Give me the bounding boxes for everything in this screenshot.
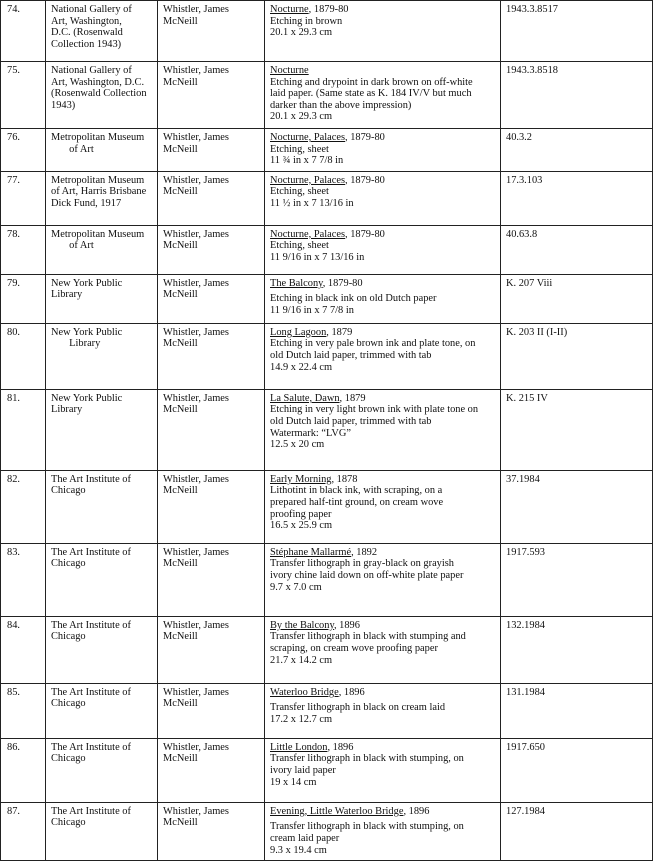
artist-line: Whistler, James [163,277,229,289]
artist-cell [158,616,265,683]
work-description-line: Etching and drypoint in dark brown on off-white [270,76,473,88]
institution-cell [46,802,158,860]
work-description-line: 12.5 x 20 cm [270,439,325,451]
institution-line: Dick Fund, 1917 [51,197,122,209]
institution-line: The Art Institute of [51,741,131,753]
artist-line: Whistler, James [163,741,229,753]
entry-number: 83. [1,543,46,616]
institution-line: Chicago [51,485,86,497]
work-title-line [270,687,495,699]
entry-number: 85. [1,683,46,738]
work-title-line [270,620,495,632]
accession-number: K. 203 II (I-II) [501,323,653,389]
work-title: Nocturne, Palaces [270,174,346,186]
work-title: Evening, Little Waterloo Bridge [270,805,404,817]
accession-number: 40.63.8 [501,225,653,274]
artist-cell [158,738,265,802]
artist-line: Whistler, James [163,686,229,698]
work-date: , 1879-80 [345,174,385,186]
work-description-line: 20.1 x 29.3 cm [270,111,333,123]
work-description-line: 11 ½ in x 7 13/16 in [270,197,354,209]
artist-line: Whistler, James [163,805,229,817]
accession-number: 1943.3.8517 [501,1,653,62]
work-description-line: laid paper. (Same state as K. 184 IV/V but much [270,88,472,100]
accession-number: 1917.593 [501,543,653,616]
work-title: The Balcony [270,277,323,289]
work-description-line: 20.1 x 29.3 cm [270,27,333,39]
entry-number: 82. [1,470,46,543]
work-description-line: Etching in very light brown ink with plate tone on [270,404,479,416]
accession-number: 132.1984 [501,616,653,683]
work-description-line: prepared half-tint ground, on cream wove [270,496,444,508]
work-date: , 1879-80 [322,277,363,289]
artist-cell [158,470,265,543]
table-row [1,470,653,543]
artist-cell [158,274,265,323]
artist-line: Whistler, James [163,473,229,485]
work-title-line [270,474,495,486]
artist-line: Whistler, James [163,326,229,338]
institution-line: New York Public [51,277,123,289]
work-cell [265,802,501,860]
work-description-line: proofing paper [270,508,332,520]
artist-line: Whistler, James [163,132,229,143]
work-title-line [270,278,495,290]
work-title-line [270,229,495,241]
work-description-line: 14.9 x 22.4 cm [270,361,333,373]
table-row [1,616,653,683]
work-cell [265,543,501,616]
table-row [1,171,653,225]
institution-line: Library [51,338,101,350]
artist-cell [158,62,265,129]
institution-line: Library [51,289,83,301]
work-description-line: 21.7 x 14.2 cm [270,654,333,666]
work-cell [265,389,501,470]
artist-line: Whistler, James [163,392,229,404]
institution-cell [46,470,158,543]
work-description-line: Transfer lithograph in black with stumping, on [270,821,464,833]
work-date: , 1896 [403,805,430,817]
artist-line: McNeill [163,753,198,765]
institution-cell [46,62,158,129]
artist-cell [158,389,265,470]
work-title-line [270,806,495,818]
institution-cell [46,738,158,802]
table-row [1,225,653,274]
artist-cell [158,802,265,860]
accession-number: K. 207 Viii [501,274,653,323]
work-cell [265,225,501,274]
work-description-line: old Dutch laid paper, trimmed with tab [270,349,432,361]
work-date: , 1896 [327,741,354,753]
entry-number: 80. [1,323,46,389]
artist-line: McNeill [163,15,198,27]
work-title: Little London [270,741,328,753]
work-date: , 1878 [331,473,358,485]
institution-line: 1943) [51,99,76,111]
work-title: Stéphane Mallarmé [270,546,352,558]
work-date: , 1896 [333,619,360,631]
work-description-line: Lithotint in black ink, with scraping, on a [270,485,443,497]
work-cell [265,274,501,323]
institution-line: Collection 1943) [51,38,122,50]
institution-line: Metropolitan Museum [51,174,145,186]
work-description-line: Transfer lithograph in black with stumping, on [270,753,464,765]
institution-line: New York Public [51,392,123,404]
institution-line: National Gallery of [51,4,132,15]
institution-cell [46,683,158,738]
work-title-line [270,65,495,77]
work-cell [265,323,501,389]
artist-cell [158,323,265,389]
artist-line: McNeill [163,404,198,416]
artist-cell [158,683,265,738]
work-title: Nocturne [270,65,309,76]
work-title-line [270,175,495,187]
work-date: , 1879 [339,392,366,404]
institution-cell [46,1,158,62]
work-cell [265,62,501,129]
institution-line: National Gallery of [51,65,132,76]
institution-cell [46,225,158,274]
work-cell [265,129,501,172]
artist-cell [158,543,265,616]
work-title: By the Balcony [270,619,334,631]
work-description-line: 11 9/16 in x 7 7/8 in [270,304,354,316]
table-row [1,389,653,470]
work-date: , 1879-80 [345,228,385,240]
artist-line: Whistler, James [163,174,229,186]
work-title-line [270,393,495,405]
work-title-line [270,327,495,339]
work-description-line: 9.7 x 7.0 cm [270,581,322,593]
institution-line: Chicago [51,558,86,570]
entry-number: 87. [1,802,46,860]
work-description-line: 19 x 14 cm [270,776,317,788]
artist-line: McNeill [163,485,198,497]
artist-line: Whistler, James [163,619,229,631]
institution-line: Library [51,404,83,416]
table-row [1,543,653,616]
institution-line: Art, Washington, [51,15,122,27]
work-cell [265,616,501,683]
artist-line: McNeill [163,289,198,301]
institution-line: Chicago [51,817,86,829]
artist-line: McNeill [163,76,198,88]
institution-line: Chicago [51,753,86,765]
table-row [1,274,653,323]
work-description-line: Etching in very pale brown ink and plate tone, on [270,338,476,350]
table-row [1,738,653,802]
entry-number: 84. [1,616,46,683]
artist-cell [158,129,265,172]
entry-number: 81. [1,389,46,470]
artist-line: McNeill [163,698,198,710]
accession-number: K. 215 IV [501,389,653,470]
institution-line: Chicago [51,631,86,643]
institution-line: Metropolitan Museum [51,132,145,143]
institution-line: (Rosenwald Collection [51,88,147,100]
accession-number: 131.1984 [501,683,653,738]
accession-number: 127.1984 [501,802,653,860]
work-description-line: 16.5 x 25.9 cm [270,520,333,532]
institution-cell [46,389,158,470]
work-description-line: darker than the above impression) [270,99,412,111]
table-row [1,323,653,389]
artist-cell [158,1,265,62]
entry-number: 78. [1,225,46,274]
table-row [1,129,653,172]
artist-line: McNeill [163,817,198,829]
work-description-line: 17.2 x 12.7 cm [270,713,333,725]
institution-line: D.C. (Rosenwald [51,27,123,39]
artist-cell [158,225,265,274]
institution-cell [46,171,158,225]
institution-line: The Art Institute of [51,546,131,558]
entry-number: 86. [1,738,46,802]
institution-line: The Art Institute of [51,686,131,698]
artist-line: Whistler, James [163,228,229,240]
table-row [1,1,653,62]
institution-line: of Art, Harris Brisbane [51,186,147,198]
artist-line: McNeill [163,558,198,570]
work-description-line: old Dutch laid paper, trimmed with tab [270,415,432,427]
artist-line: Whistler, James [163,65,229,76]
institution-line: The Art Institute of [51,619,131,631]
work-cell [265,470,501,543]
work-date: , 1879-80 [345,132,385,143]
table-row [1,62,653,129]
accession-number: 17.3.103 [501,171,653,225]
work-description-line: Etching, sheet [270,143,329,155]
entry-number: 75. [1,62,46,129]
artist-line: McNeill [163,186,198,198]
institution-cell [46,274,158,323]
institution-line: The Art Institute of [51,473,131,485]
work-description-line: 11 ¾ in x 7 7/8 in [270,155,344,167]
work-cell [265,1,501,62]
work-date: , 1879 [326,326,353,338]
institution-line: New York Public [51,326,123,338]
work-title: Long Lagoon [270,326,327,338]
work-description-line: Etching in black ink on old Dutch paper [270,293,437,305]
work-description-line: scraping, on cream wove proofing paper [270,642,438,654]
table-row [1,683,653,738]
work-description-line: Transfer lithograph in black on cream laid [270,702,446,714]
institution-line: Chicago [51,698,86,710]
artist-line: McNeill [163,240,198,252]
institution-line: Metropolitan Museum [51,228,145,240]
institution-cell [46,129,158,172]
work-description-line: Transfer lithograph in gray-black on grayish [270,558,455,570]
artist-line: Whistler, James [163,546,229,558]
work-date: , 1896 [338,686,365,698]
accession-number: 40.3.2 [501,129,653,172]
accession-number: 1943.3.8518 [501,62,653,129]
work-title-line [270,742,495,754]
accession-number: 37.1984 [501,470,653,543]
institution-line: The Art Institute of [51,805,131,817]
entry-number: 76. [1,129,46,172]
work-description-line: Transfer lithograph in black with stumping and [270,631,466,643]
work-title: Waterloo Bridge [270,686,339,698]
artist-cell [158,171,265,225]
work-description-line: Etching, sheet [270,240,329,252]
work-title: Nocturne, Palaces [270,132,346,143]
work-cell [265,738,501,802]
work-description-line: ivory chine laid down on off-white plate paper [270,569,464,581]
work-description-line: Etching, sheet [270,186,329,198]
work-description-line: Watermark: “LVG” [270,427,352,439]
institution-line: of Art [51,240,94,252]
entry-number: 79. [1,274,46,323]
artist-line: Whistler, James [163,4,229,15]
artist-line: McNeill [163,338,198,350]
institution-cell [46,543,158,616]
institution-line: of Art [51,143,94,155]
table-row [1,802,653,860]
accession-number: 1917.650 [501,738,653,802]
institution-cell [46,323,158,389]
work-date: , 1892 [351,546,378,558]
work-title-line [270,547,495,559]
entry-number: 77. [1,171,46,225]
work-title-line [270,4,495,16]
artist-line: McNeill [163,631,198,643]
entry-number: 74. [1,1,46,62]
work-description-line: 9.3 x 19.4 cm [270,844,327,856]
institution-line: Art, Washington, D.C. [51,76,145,88]
work-title-line [270,132,495,144]
work-title: Nocturne [270,4,309,15]
artist-line: McNeill [163,143,198,155]
catalog-table-body [1,1,653,861]
work-description-line: ivory laid paper [270,764,336,776]
institution-cell [46,616,158,683]
work-title: Nocturne, Palaces [270,228,346,240]
work-description-line: cream laid paper [270,832,340,844]
work-date: , 1879-80 [308,4,349,15]
work-cell [265,171,501,225]
work-cell [265,683,501,738]
work-description-line: Etching in brown [270,15,343,27]
work-title: Early Morning [270,473,332,485]
work-title: La Salute, Dawn [270,392,340,404]
work-description-line: 11 9/16 in x 7 13/16 in [270,251,365,263]
